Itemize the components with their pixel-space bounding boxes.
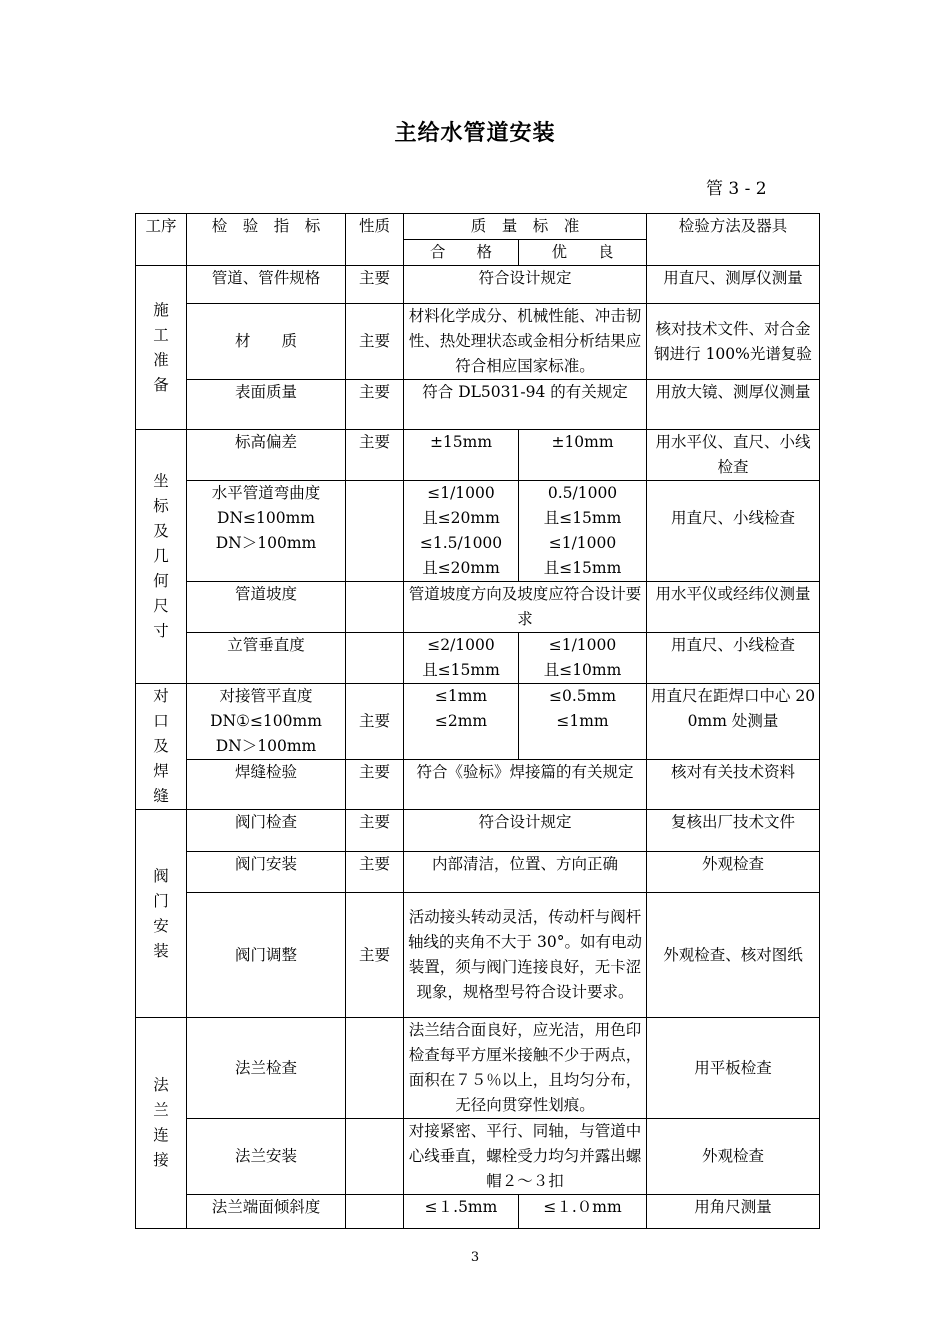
indicator-cell: 阀门调整	[187, 893, 346, 1018]
nature-cell: 主要	[346, 893, 404, 1018]
indicator-cell: 水平管道弯曲度 DN≤100mm DN＞100mm	[187, 481, 346, 582]
nature-cell	[346, 633, 404, 684]
standard-cell: 活动接头转动灵活，传动杆与阀杆轴线的夹角不大于 30°。如有电动装置，须与阀门连接良好，无卡涩现象，规格型号符合设计要求。	[404, 893, 647, 1018]
excellent-cell: ±10mm	[519, 430, 647, 481]
table-row	[136, 1195, 820, 1229]
nature-cell: 主要	[346, 304, 404, 380]
indicator-cell: 标高偏差	[187, 430, 346, 481]
table-row	[136, 380, 820, 430]
qualified-cell: ≤1mm ≤2mm	[404, 684, 519, 760]
table-row	[136, 1018, 820, 1119]
qualified-cell: ±15mm	[404, 430, 519, 481]
group-label-butt-weld: 对口及焊缝	[153, 687, 169, 805]
header-method: 检验方法及器具	[647, 214, 820, 266]
table-row	[136, 633, 820, 684]
table-row	[136, 582, 820, 633]
nature-cell: 主要	[346, 810, 404, 852]
header-qualified: 合 格	[404, 240, 519, 266]
nature-cell: 主要	[346, 430, 404, 481]
group-label-flange: 法兰连接	[153, 1076, 169, 1169]
header-nature: 性质	[346, 214, 404, 266]
indicator-cell: 焊缝检验	[187, 760, 346, 810]
table-row	[136, 760, 820, 810]
indicator-cell: 立管垂直度	[187, 633, 346, 684]
table-row	[136, 852, 820, 893]
method-cell: 外观检查	[647, 852, 820, 893]
nature-cell: 主要	[346, 380, 404, 430]
standard-cell: 内部清洁，位置、方向正确	[404, 852, 647, 893]
standard-cell: 符合 DL5031-94 的有关规定	[404, 380, 647, 430]
nature-cell	[346, 481, 404, 582]
method-cell: 用直尺、小线检查	[647, 481, 820, 582]
table-row	[136, 266, 820, 304]
nature-cell	[346, 1195, 404, 1229]
indicator-cell: 管道坡度	[187, 582, 346, 633]
header-excellent: 优 良	[519, 240, 647, 266]
indicator-cell: 法兰检查	[187, 1018, 346, 1119]
indicator-cell: 对接管平直度 DN①≤100mm DN＞100mm	[187, 684, 346, 760]
header-process: 工序	[136, 214, 187, 266]
header-indicator: 检 验 指 标	[187, 214, 346, 266]
indicator-cell: 法兰安装	[187, 1119, 346, 1195]
group-label-valve-install: 阀门安装	[153, 866, 169, 960]
table-row	[136, 684, 820, 760]
inspection-table	[135, 213, 820, 1229]
indicator-cell: 表面质量	[187, 380, 346, 430]
method-cell: 核对技术文件、对合金钢进行 100%光谱复验	[647, 304, 820, 380]
indicator-cell: 材 质	[187, 304, 346, 380]
table-row	[136, 481, 820, 582]
page-title: 主给水管道安装	[394, 120, 556, 146]
nature-cell: 主要	[346, 852, 404, 893]
table-code: 管 3 - 2	[706, 179, 767, 199]
nature-cell	[346, 1018, 404, 1119]
nature-cell: 主要	[346, 760, 404, 810]
nature-cell: 主要	[346, 684, 404, 760]
header-quality-standard: 质 量 标 准	[404, 214, 647, 240]
method-cell: 用水平仪、直尺、小线检查	[647, 430, 820, 481]
nature-cell	[346, 582, 404, 633]
qualified-cell: ≤2/1000 且≤15mm	[404, 633, 519, 684]
method-cell: 用平板检查	[647, 1018, 820, 1119]
table-row	[136, 810, 820, 852]
excellent-cell: ≤1/1000 且≤10mm	[519, 633, 647, 684]
method-cell: 外观检查	[647, 1119, 820, 1195]
standard-cell: 符合设计规定	[404, 266, 647, 304]
standard-cell: 符合《验标》焊接篇的有关规定	[404, 760, 647, 810]
method-cell: 用放大镜、测厚仪测量	[647, 380, 820, 430]
group-label-coordinates: 坐标及几何尺寸	[153, 472, 169, 640]
group-label-construction-prep: 施工准备	[153, 300, 169, 394]
indicator-cell: 管道、管件规格	[187, 266, 346, 304]
standard-cell: 管道坡度方向及坡度应符合设计要求	[404, 582, 647, 633]
standard-cell: 法兰结合面良好，应光洁，用色印检查每平方厘米接触不少于两点，面积在７５％以上，且均匀分布，无径向贯穿性划痕。	[404, 1018, 647, 1119]
indicator-cell: 法兰端面倾斜度	[187, 1195, 346, 1229]
indicator-cell: 阀门安装	[187, 852, 346, 893]
standard-cell: 符合设计规定	[404, 810, 647, 852]
nature-cell: 主要	[346, 266, 404, 304]
table-row	[136, 1119, 820, 1195]
excellent-cell: ≤0.5mm ≤1mm	[519, 684, 647, 760]
qualified-cell: ≤1/1000 且≤20mm ≤1.5/1000 且≤20mm	[404, 481, 519, 582]
standard-cell: 对接紧密、平行、同轴，与管道中心线垂直，螺栓受力均匀并露出螺帽２～３扣	[404, 1119, 647, 1195]
method-cell: 复核出厂技术文件	[647, 810, 820, 852]
table-row	[136, 430, 820, 481]
indicator-cell: 阀门检查	[187, 810, 346, 852]
table-row	[136, 893, 820, 1018]
method-cell: 用直尺在距焊口中心 200mm 处测量	[647, 684, 820, 760]
table-row	[136, 304, 820, 380]
nature-cell	[346, 1119, 404, 1195]
excellent-cell: ≤１.０mm	[519, 1195, 647, 1229]
method-cell: 用水平仪或经纬仪测量	[647, 582, 820, 633]
qualified-cell: ≤１.5mm	[404, 1195, 519, 1229]
method-cell: 外观检查、核对图纸	[647, 893, 820, 1018]
standard-cell: 材料化学成分、机械性能、冲击韧性、热处理状态或金相分析结果应符合相应国家标准。	[404, 304, 647, 380]
method-cell: 用直尺、测厚仪测量	[647, 266, 820, 304]
excellent-cell: 0.5/1000 且≤15mm ≤1/1000 且≤15mm	[519, 481, 647, 582]
method-cell: 用直尺、小线检查	[647, 633, 820, 684]
page-number: 3	[470, 1250, 480, 1265]
method-cell: 核对有关技术资料	[647, 760, 820, 810]
method-cell: 用角尺测量	[647, 1195, 820, 1229]
